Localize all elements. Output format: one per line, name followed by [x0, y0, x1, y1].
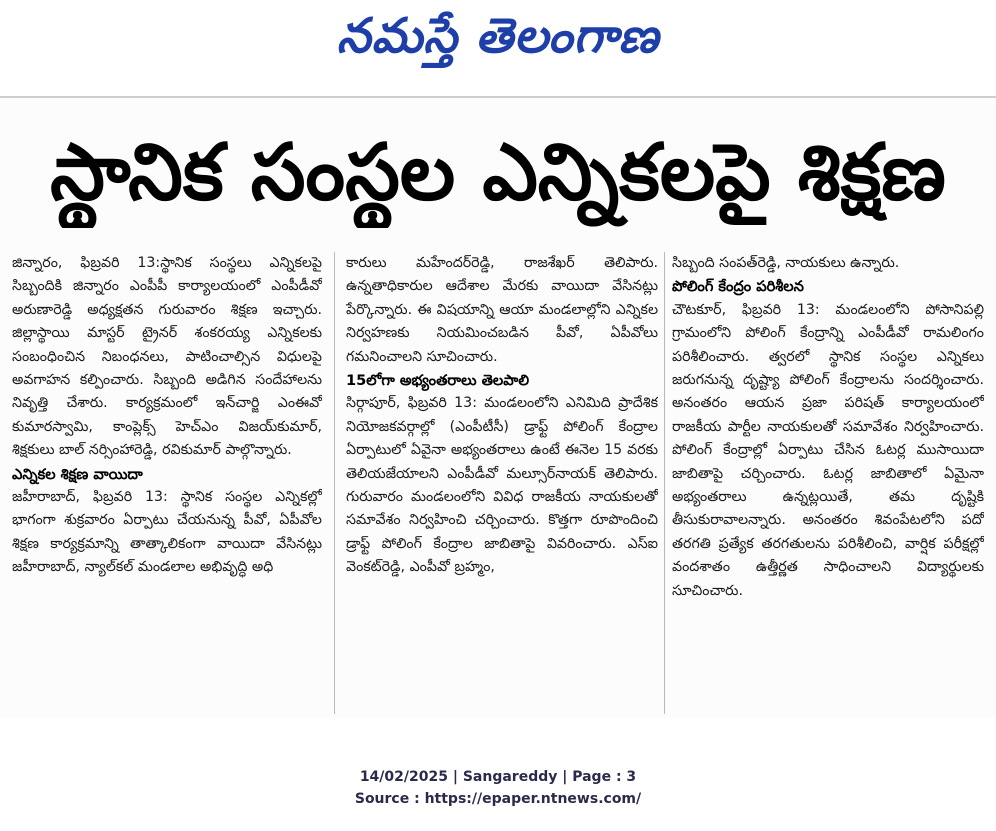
article-column-2 — [346, 252, 658, 716]
column-divider — [334, 252, 335, 714]
column-2-paragraph-1: కారులు మహేందర్‌రెడ్డి, రాజశేఖర్ తెలిపారు. ఉన్నతాధికారుల ఆదేశాల మేరకు వాయిదా వేసినట్లు పేర్కొన్నారు. ఈ విషయాన్ని ఆయా మండలాల్లోని ఎన్నికల నిర్వహణకు నియమించబడిన పీవో, ఏపీవోలు గమనించాలని సూచించారు. — [346, 255, 658, 365]
subheading-objections-by-15: 15లోగా అభ్యంతరాలు తెలపాలి — [346, 372, 530, 390]
article-column-3 — [672, 252, 984, 716]
article-column-1 — [12, 252, 322, 716]
column-1-paragraph-2: జహీరాబాద్, ఫిబ్రవరి 13: స్థానిక సంస్థల ఎన్నికల్లో భాగంగా శుక్రవారం ఏర్పాటు చేయనున్న పీవో, ఏపీవోల శిక్షణ కార్యక్రమాన్ని తాత్కాలికంగా వాయిదా వేసినట్లు జహీరాబాద్, న్యాల్‌కల్ మండలాల అభివృద్ధి అధి — [12, 489, 322, 576]
masthead — [0, 0, 996, 72]
column-3-paragraph-2: చౌటకూర్, ఫిబ్రవరి 13: మండలంలోని పోసానిపల్లి గ్రామంలోని పోలింగ్ కేంద్రాన్ని ఎంపీడీవో రామలింగం పరిశీలించారు. త్వరలో స్థానిక సంస్థల ఎన్నికలు జరుగనున్న దృష్ట్యా పోలింగ్ కేంద్రాలను సందర్శించారు. అనంతరం ఆయన ప్రజా పరిషత్ కార్యాలయంలో రాజకీయ పార్టీల నాయకులతో సమావేశం నిర్వహించారు. పోలింగ్ కేంద్రాల్లో ఏర్పాటు చేసిన ఓటర్ల ముసాయిదా జాబితాపై చర్చించారు. ఓటర్ల జాబితాలో ఏమైనా అభ్యంతరాలు ఉన్నట్లయితే, తమ దృష్టికి తీసుకురావాలన్నారు. అనంతరం శివంపేటలోని పదో తరగతి ప్రత్యేక తరగతులను పరిశీలించి, వార్షిక పరీక్షల్లో వందశాతం ఉత్తీర్ణత సాధించాలని విద్యార్థులకు సూచించారు. — [672, 301, 984, 599]
source-link[interactable]: Source : https://epaper.ntnews.com/ — [354, 791, 642, 807]
column-1-paragraph-1: జిన్నారం, ఫిబ్రవరి 13:స్థానిక సంస్థలు ఎన్నికలపై సిబ్బందికి జిన్నారం ఎంపీపీ కార్యాలయంలో ఎంపీడీవో అరుణారెడ్డి అధ్యక్షతన గురువారం శిక్షణ ఇచ్చారు. జిల్లాస్థాయి మాస్టర్ ట్రైనర్ శంకరయ్య ఎన్నికలకు సంబంధించిన నిబంధనలు, పాటించాల్సిన విధులపై అవగాహన కల్పించారు. సిబ్బంది అడిగిన సందేహాలను నివృత్తి చేశారు. కార్యక్రమంలో ఇన్‌చార్జి ఎంఈవో కుమారస్వామి, కాంప్లెక్స్ హెచ్‌ఎం విజయ్‌కుమార్, శిక్షకులు బాల్ నర్సింహారెడ్డి, రవికుమార్ పాల్గొన్నారు. — [12, 255, 322, 459]
masthead-logo: నమస్తే తెలంగాణ — [336, 8, 660, 64]
clipping-footer — [0, 766, 996, 810]
edition-info: 14/02/2025 | Sangareddy | Page : 3 — [359, 769, 637, 785]
column-2-paragraph-2: సిర్గాపూర్, ఫిబ్రవరి 13: మండలంలోని ఎనిమిది ప్రాదేశిక నియోజకవర్గాల్లో (ఎంపీటీసీ) డ్రాఫ్ట్ పోలింగ్ కేంద్రాల ఏర్పాటులో ఏవైనా అభ్యంతరాలు ఉంటే ఈనెల 15 వరకు తెలియజేయాలని ఎంపీడీవో మల్సూర్‌నాయక్ తెలిపారు. గురువారం మండలంలోని వివిధ రాజకీయ నాయకులతో సమావేశం నిర్వహించి చర్చించారు. కొత్తగా రూపొందించి డ్రాఫ్ట్ పోలింగ్ కేంద్రాల జాబితాపై వివరించారు. ఎస్‌ఐ వెంకట్‌రెడ్డి, ఎంపీవో బ్రహ్మం, — [346, 395, 658, 576]
subheading-election-training-postponed: ఎన్నికల శిక్షణ వాయిదా — [12, 465, 143, 483]
article-headline: స్థానిక సంస్థల ఎన్నికలపై శిక్షణ — [50, 128, 946, 218]
subheading-polling-station-inspection: పోలింగ్ కేంద్రం పరిశీలన — [672, 278, 804, 296]
column-divider — [664, 252, 665, 714]
column-3-paragraph-1: సిబ్బంది సంపత్‌రెడ్డి, నాయకులు ఉన్నారు. — [672, 255, 900, 271]
